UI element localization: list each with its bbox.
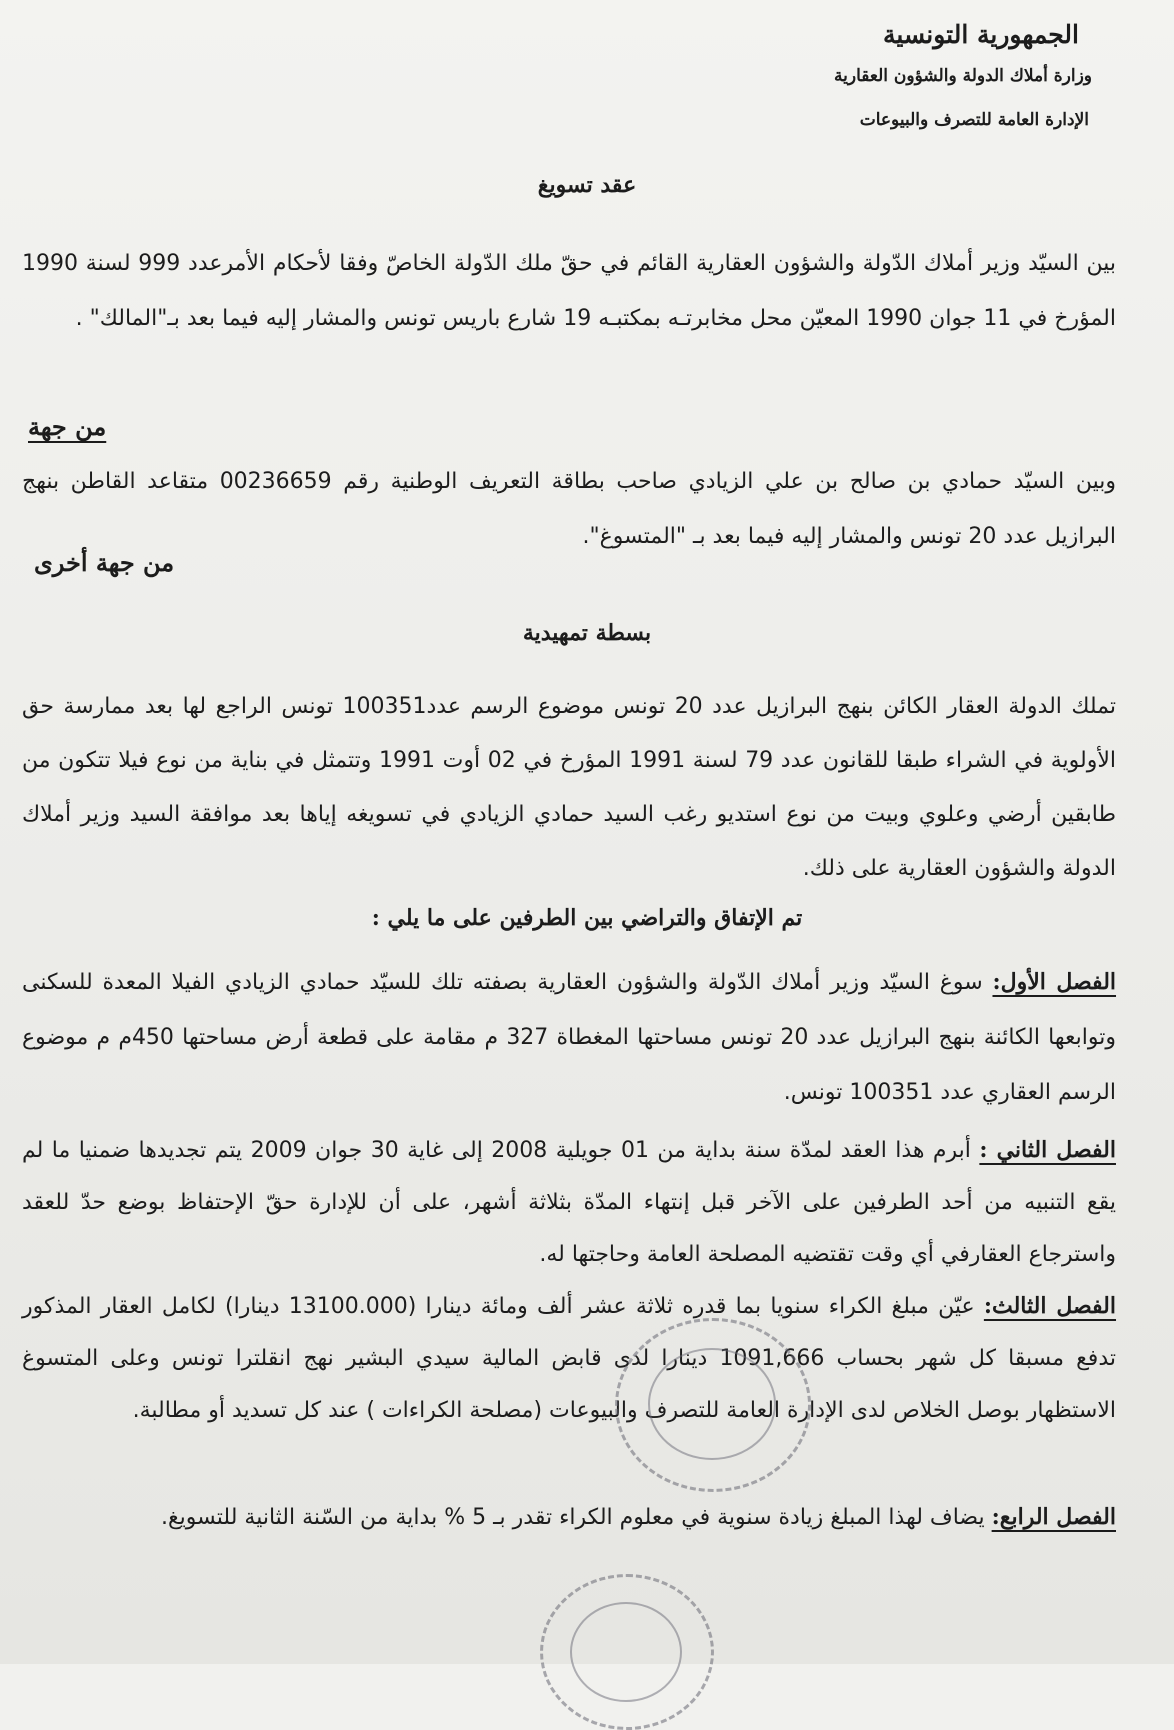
official-stamp-2-inner bbox=[570, 1602, 682, 1702]
preamble-title: بسطة تمهيدية bbox=[522, 620, 652, 646]
clause-2-text: أبرم هذا العقد لمدّة سنة بداية من 01 جويلية 2008 إلى غاية 30 جوان 2009 يتم تجديدها ضمنيا ما لم يقع التنبيه من أحد الطرفين على الآخر قبل إنتهاء المدّة بثلاثة أشهر، على أن للإدارة حقّ الإحتفاظ بوضع حدّ للعقد واسترجاع العقارفي أي وقت تقتضيه المصلحة العامة وحاجتها له. bbox=[22, 1138, 1116, 1267]
clause-3-text: عيّن مبلغ الكراء سنويا بما قدره ثلاثة عشر ألف ومائة دينارا (13100.000 دينارا) لكامل العقار المذكور تدفع مسبقا كل شهر بحساب 1091,666 دينارا لدى قابض المالية سيدي البشير نهج انقلترا تونس وعلى المتسوغ الاستظهار بوصل الخلاص لدى الإدارة العامة للتصرف والبيوعات (مصلحة الكراءات ) عند كل تسديد أو مطالبة. bbox=[22, 1294, 1116, 1423]
header-ministry: وزارة أملاك الدولة والشؤون العقارية bbox=[834, 66, 1092, 86]
agreement-title: تم الإتفاق والتراضي بين الطرفين على ما يلي : bbox=[371, 905, 803, 931]
preamble-text: تملك الدولة العقار الكائن بنهج البرازيل عدد 20 تونس موضوع الرسم عدد100351 تونس الراجع لها بعد ممارسة حق الأولوية في الشراء طبقا للقانون عدد 79 لسنة 1991 المؤرخ في 02 أوت 1991 وتتمثل في بناية من نوع فيلا تتكون من طابقين أرضي وعلوي وبيت من نوع استديو رغب السيد حمادي الزيادي في تسويغه إياها بعد موافقة السيد وزير أملاك الدولة والشؤون العقارية على ذلك. bbox=[22, 694, 1116, 881]
official-stamp-1-inner bbox=[648, 1348, 776, 1460]
party-two-label: من جهة أخرى bbox=[34, 548, 175, 577]
clause-2 bbox=[22, 1124, 1116, 1281]
clause-2-label: الفصل الثاني : bbox=[979, 1137, 1116, 1163]
clause-1 bbox=[22, 955, 1116, 1120]
party-one-text: بين السيّد وزير أملاك الدّولة والشؤون العقارية القائم في حقّ ملك الدّولة الخاصّ وفقا لأحكام الأمرعدد 999 لسنة 1990 المؤرخ في 11 جوان 1990 المعيّن محل مخابرتـه بمكتبـه 19 شارع باريس تونس والمشار إليه فيما بعد بـ"المالك" . bbox=[22, 251, 1116, 331]
header-republic: الجمهورية التونسية bbox=[883, 20, 1079, 49]
party-two-text: وبين السيّد حمادي بن صالح بن علي الزيادي صاحب بطاقة التعريف الوطنية رقم 00236659 متقاعد القاطن بنهج البرازيل عدد 20 تونس والمشار إليه فيما بعد بـ "المتسوغ". bbox=[22, 469, 1117, 549]
clause-3 bbox=[22, 1280, 1116, 1437]
clause-1-label: الفصل الأول: bbox=[992, 969, 1117, 995]
document-title: عقد تسويغ bbox=[537, 172, 637, 198]
clause-1-text: سوغ السيّد وزير أملاك الدّولة والشؤون العقارية بصفته تلك للسيّد حمادي الزيادي الفيلا المعدة للسكنى وتوابعها الكائنة بنهج البرازيل عدد 20 تونس مساحتها المغطاة 327 م مقامة على قطعة أرض مساحتها 450م م موضوع الرسم العقاري عدد 100351 تونس. bbox=[22, 970, 1116, 1105]
party-one-label: من جهة bbox=[28, 412, 107, 441]
clause-4-text: يضاف لهذا المبلغ زيادة سنوية في معلوم الكراء تقدر بـ 5 % بداية من السّنة الثانية للتسويغ. bbox=[160, 1505, 985, 1530]
header-directorate: الإدارة العامة للتصرف والبيوعات bbox=[859, 110, 1089, 130]
clause-4 bbox=[22, 1488, 1116, 1547]
clause-4-label: الفصل الرابع: bbox=[991, 1504, 1116, 1530]
clause-3-label: الفصل الثالث: bbox=[983, 1293, 1117, 1319]
